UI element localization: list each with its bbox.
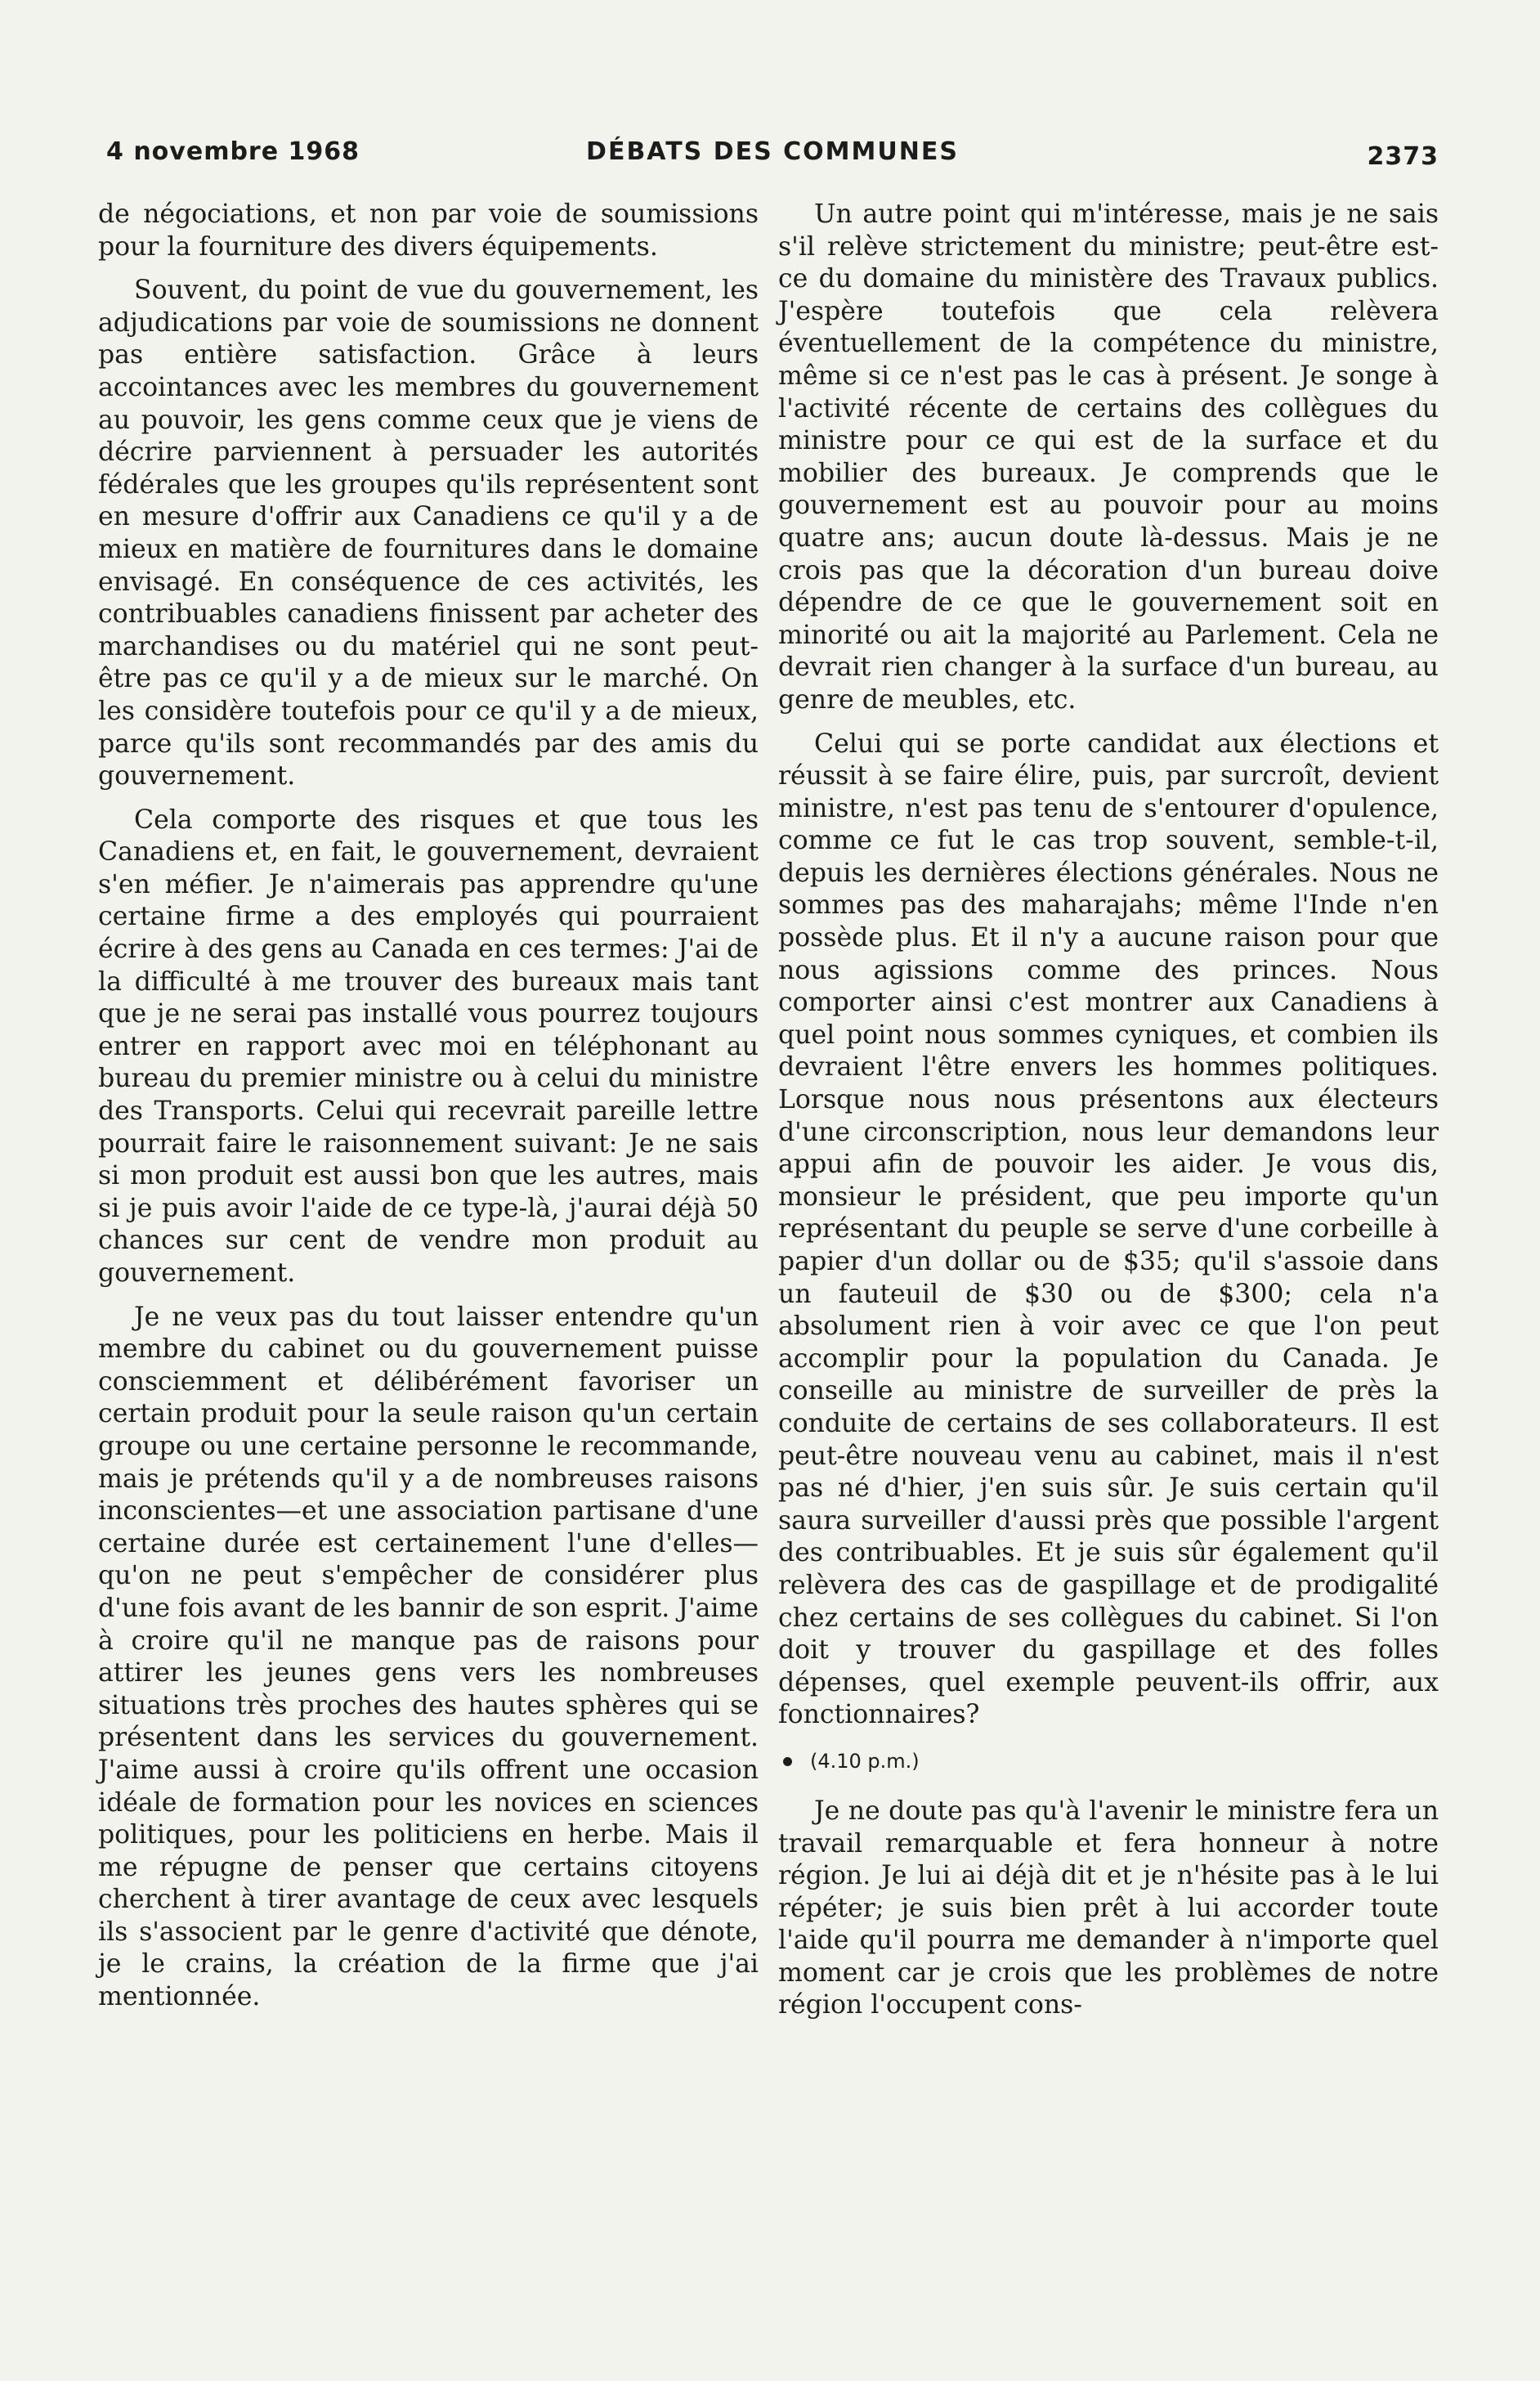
timestamp-text: (4.10 p.m.) [810,1749,920,1773]
left-column [98,199,759,2025]
paragraph: Un autre point qui m'intéresse, mais je ne sais s'il relève strictement du ministre; peut-être est-ce du domaine du ministère des Travaux publics. J'espère toutefois que cela relèvera éventuellement de la compétence du ministre, même si ce n'est pas le cas à présent. Je songe à l'activité récente de certains des collègues du ministre pour ce qui est de la surface et du mobilier des bureaux. Je comprends que le gouvernement est au pouvoir pour au moins quatre ans; aucun doute là-dessus. Mais je ne crois pas que la décoration d'un bureau doive dépendre de ce que le gouvernement soit en minorité ou ait la majorité au Parlement. Cela ne devrait rien changer à la surface d'un bureau, au genre de meubles, etc. [778,200,1439,715]
header-title: DÉBATS DES COMMUNES [586,137,959,166]
paragraph: Cela comporte des risques et que tous les Canadiens et, en fait, le gouvernement, devraient s'en méfier. Je n'aimerais pas apprendre qu'une certaine firme a des employés qui pourraient écrire à des gens au Canada en ces termes: J'ai de la difficulté à me trouver des bureaux mais tant que je ne serai pas installé vous pourrez toujours entrer en rapport avec moi en téléphonant au bureau du premier ministre ou à celui du ministre des Transports. Celui qui recevrait pareille lettre pourrait faire le raisonnement suivant: Je ne sais si mon produit est aussi bon que les autres, mais si je puis avoir l'aide de ce type-là, j'aurai déjà 50 chances sur cent de vendre mon produit au gouvernement. [98,805,759,1288]
paragraph: Je ne veux pas du tout laisser entendre qu'un membre du cabinet ou du gouvernement puisse consciemment et délibérément favoriser un certain produit pour la seule raison qu'un certain groupe ou une certaine personne le recommande, mais je prétends qu'il y a de nombreuses raisons inconscientes—et une association partisane d'une certaine durée est certainement l'une d'elles—qu'on ne peut s'empêcher de considérer plus d'une fois avant de les bannir de son esprit. J'aime à croire qu'il ne manque pas de raisons pour attirer les jeunes gens vers les nombreuses situations très proches des hautes sphères qui se présentent dans les services du gouvernement. J'aime aussi à croire qu'ils offrent une occasion idéale de formation pour les novices en sciences politiques, pour les politiciens en herbe. Mais il me répugne de penser que certains citoyens cherchent à tirer avantage de ceux avec lesquels ils s'associent par le genre d'activité que dénote, je le crains, la création de la firme que j'ai mentionnée. [98,1302,759,2012]
paragraph: Celui qui se porte candidat aux élections et réussit à se faire élire, puis, par surcroît, devient ministre, n'est pas tenu de s'entourer d'opulence, comme ce fut le cas trop souvent, semble-t-il, depuis les dernières élections générales. Nous ne sommes pas des maharajahs; même l'Inde n'en possède plus. Et il n'y a aucune raison pour que nous agissions comme des princes. Nous comporter ainsi c'est montrer aux Canadiens à quel point nous sommes cyniques, et combien ils devraient l'être envers les hommes politiques. Lorsque nous nous présentons aux électeurs d'une circonscription, nous leur demandons leur appui afin de pouvoir les aider. Je vous dis, monsieur le président, que peu importe qu'un représentant du peuple se serve d'une corbeille à papier d'un dollar ou de $35; qu'il s'assoie dans un fauteuil de $30 ou de $300; cela n'a absolument rien à voir avec ce que l'on peut accomplir pour la population du Canada. Je conseille au ministre de surveiller de près la conduite de certains de ses collaborateurs. Il est peut-être nouveau venu au cabinet, mais il n'est pas né d'hier, j'en suis sûr. Je suis certain qu'il saura surveiller d'aussi près que possible l'argent des contribuables. Et je suis sûr également qu'il relèvera des cas de gaspillage et de prodigalité chez certains de ses collègues du cabinet. Si l'on doit y trouver du gaspillage et des folles dépenses, quel exemple peuvent-ils offrir, aux fonctionnaires? [778,729,1439,1730]
paragraph: Souvent, du point de vue du gouvernement, les adjudications par voie de soumissions ne donnent pas entière satisfaction. Grâce à leurs accointances avec les membres du gouvernement au pouvoir, les gens comme ceux que je viens de décrire parviennent à persuader les autorités fédérales que les groupes qu'ils représentent sont en mesure d'offrir aux Canadiens ce qu'il y a de mieux en matière de fournitures dans le domaine envisagé. En conséquence de ces activités, les contribuables canadiens finissent par acheter des marchandises ou du matériel qui ne sont peut-être pas ce qu'il y a de mieux sur le marché. On les considère toutefois pour ce qu'il y a de mieux, parce qu'ils sont recommandés par des amis du gouvernement. [98,276,759,791]
paragraph: de négociations, et non par voie de soumissions pour la fourniture des divers équipements. [98,200,759,262]
right-column [778,199,1439,2033]
page-number: 2373 [1367,142,1439,171]
timestamp [783,1747,1439,1776]
header-date: 4 novembre 1968 [106,137,360,166]
bullet-icon [783,1757,792,1766]
page-header [106,137,1439,178]
paragraph: Je ne doute pas qu'à l'avenir le ministre fera un travail remarquable et fera honneur à notre région. Je lui ai déjà dit et je n'hésite pas à le lui répéter; je suis bien prêt à lui accorder toute l'aide qu'il pourra me demander à n'importe quel moment car je crois que les problèmes de notre région l'occupent cons- [778,1796,1439,2020]
